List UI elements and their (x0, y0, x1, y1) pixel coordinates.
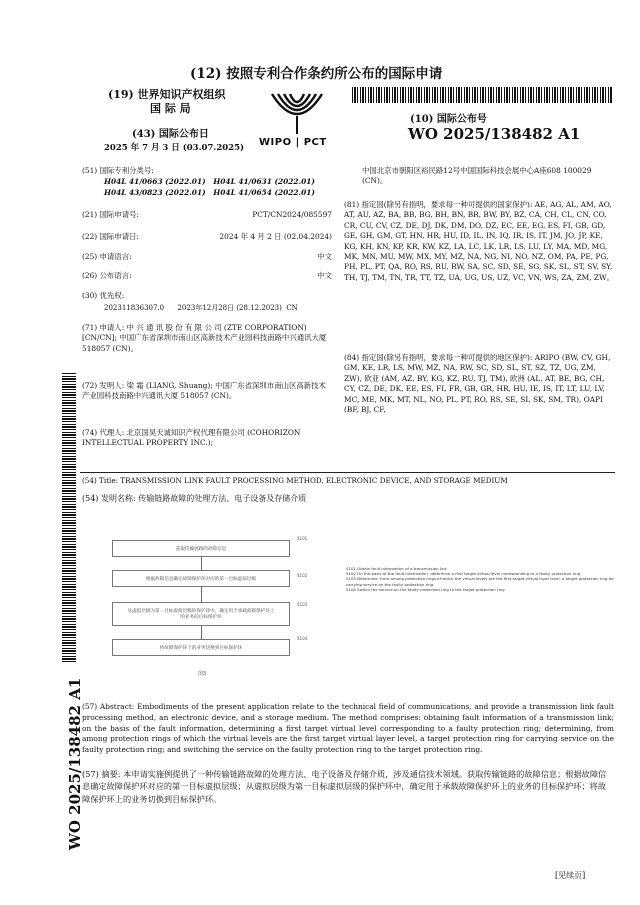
barcode (352, 87, 612, 103)
flow-step-tag: S102 (297, 573, 308, 578)
legend-line: S101 Obtain fault information of a transmission link (346, 566, 447, 571)
ipc-label: (51) 国际专利分类号: (82, 166, 154, 175)
priority-value: 202311836307.0 2023年12月28日 (28.12.2023) CN (104, 304, 298, 312)
legend-line: S102 On the basis of the fault information, determine a first target virtual level corresponding to a faulty protection ring (346, 571, 581, 577)
agent: (74) 代理人: 北京国昊天诚知识产权代理有限公司 (COHORIZON INTELLECTUAL PROPERTY INC.); (82, 428, 301, 448)
pub-date-label: (43) 国际公布日 (132, 129, 209, 140)
pub-language-value: 中文 (317, 271, 332, 280)
ipc-line1: H04L 41/0663 (2022.01) H04L 41/0631 (2022.01) (104, 177, 315, 186)
abstract-english: (57) Abstract: Embodiments of the present application relate to the technical field of communications, and provide a transmission link fault processing method, an electronic device, and a storage medium. The method comprises: obtaining fault information of a transmission link; on the basis of the fault information, determining a first target virtual level corresponding to a faulty protection ring; determining, from among protection rings of which the virtual levels are the first target virtual layer level, a target protection ring for carrying service on the faulty protection ring; and switching the service on the faulty protection ring to the target protection ring. (82, 702, 614, 755)
flow-step-box (112, 540, 290, 557)
pub-date-value: 2025 年 7 月 3 日 (03.07.2025) (104, 143, 245, 153)
app-no-value: PCT/CN2024/085597 (252, 210, 332, 219)
app-no-label: (21) 国际申请号: (82, 210, 139, 219)
designated-states: (81) 指定国(除另有指明，要求每一种可提供的国家保护): AE, AG, AL, AM, AO, AT, AU, AZ, BA, BB, BG, BH, BN, BR, BW, BY, BZ, CA, CH, CL, CN, CO, CR, CU, CV, CZ, DE, DJ, DK, DM, DO, DZ, EC, EE, EG, ES, FI, GB, GD, GE, GH, GM, GT, HN, HR, HU, ID, IL, IN, IQ, IR, IS, IT, JM, JO, JP, KE, KG, KH, KN, KP, KR, KW, KZ, LA, LC, LK, LR, LS, LU, LY, MA, MD, MG, MK, MN, MU, MW, MX, MY, MZ, NA, NG, NI, NO, NZ, OM, PA, PE, PG, PH, PL, PT, QA, RO, RS, RU, RW, SA, SC, SD, SE, SG, SK, SL, ST, SV, SY, TH, TJ, TM, TN, TR, TT, TZ, UA, UG, US, UZ, VC, VN, WS, ZA, ZM, ZW。 (344, 200, 614, 282)
bureau-name: 国 际 局 (150, 102, 191, 115)
wipo-org-name: (19) 世界知识产权组织 (108, 88, 226, 101)
figure-caption: 图3 (198, 671, 207, 677)
filing-date-label: (22) 国际申请日: (82, 232, 139, 241)
applicant: (71) 申请人: 中 兴 通 讯 股 份 有 限 公 司 (ZTE CORPORATION) [CN/CN]; 中国广东省深圳市南山区高新技术产业园科技南路中兴通讯大厦 518057 (CN)。 (82, 323, 327, 353)
side-barcode (62, 372, 76, 662)
wipo-logo-text: WIPO | PCT (259, 137, 327, 148)
flow-step-box (112, 602, 290, 626)
legend-line: S104 Switch the service on the faulty protection ring to the target protection ring (346, 586, 505, 592)
agent-address: 中国北京市朝阳区裕民路12号中国国际科技会展中心A座608 100029 (CN)。 (362, 166, 592, 186)
title-chinese: (54) 发明名称: 传输链路故障的处理方法、电子设备及存储介质 (82, 494, 307, 503)
document-title: (12) 按照专利合作条约所公布的国际申请 (190, 66, 443, 82)
pub-no-value: WO 2025/138482 A1 (408, 125, 581, 143)
divider (80, 472, 615, 473)
regional-designations: (84) 指定国(除另有指明，要求每一种可提供的地区保护): ARIPO (BW, CV, GH, GM, KE, LR, LS, MW, MZ, NA, RW, SC, SD, SL, ST, SZ, TZ, UG, ZM, ZW), 欧亚 (AM, AZ, BY, KG, KZ, RU, TJ, TM), 欧洲 (AL, AT, BE, BG, CH, CY, CZ, DE, DK, EE, ES, FI, FR, GB, GR, HR, HU, IE, IS, IT, LT, LU, LV, MC, ME, MK, MT, NL, NO, PL, PT, RO, RS, SE, SI, SK, SM, TR), OAPI (BF, BJ, CF, (344, 353, 611, 415)
priority-label: (30) 优先权: (82, 291, 125, 300)
pub-no-label: (10) 国际公布号 (410, 114, 487, 125)
flow-step-text: 从虚拟层级为第一目标虚拟层级的保护环中，确定用于承载故障保护环上的业务的目标保护环 (127, 609, 275, 620)
figure-legend (346, 566, 614, 592)
flow-arrow (201, 626, 202, 639)
filing-language-value: 中文 (317, 252, 332, 261)
flow-step-tag: S103 (297, 602, 308, 607)
flow-step-text: 根据故障信息确定故障保护环对应的第一目标虚拟层级 (145, 576, 257, 582)
side-publication-number: WO 2025/138482 A1 (66, 677, 84, 850)
abstract-chinese: (57) 摘要: 本申请实施例提供了一种传输链路故障的处理方法、电子设备及存储介质，涉及通信技术领域。获取传输链路的故障信息；根据故障信息确定故障保护环对应的第一目标虚拟层级；从虚拟层级为第一目标虚拟层级的保护环中，确定用于承载故障保护环上的业务的目标保护环；将故障保护环上的业务切换到目标保护环。 (82, 769, 607, 804)
flow-step-text: 获取传输链路的故障信息 (175, 546, 227, 552)
pub-language-label: (26) 公布语言: (82, 271, 132, 280)
flow-step-tag: S101 (297, 536, 308, 541)
ipc-line2: H04L 43/0823 (2022.01) H04L 41/0654 (2022.01) (104, 188, 315, 197)
legend-line: S103 Determine, from among protection rings of which the virtual levels are the first target virtual layer level, a target protection ring for carrying service on the faulty protection ring (346, 576, 615, 587)
flow-step-box (112, 639, 290, 656)
flow-arrow (201, 557, 202, 570)
filing-date-value: 2024 年 4 月 2 日 (02.04.2024) (219, 232, 332, 241)
flow-step-tag: S104 (297, 636, 308, 641)
flow-step-text: 将故障保护环上的业务切换到目标保护环 (159, 645, 243, 651)
wipo-logo-icon (262, 90, 332, 136)
filing-language-label: (25) 申请语言: (82, 252, 132, 261)
title-english: (54) Title: TRANSMISSION LINK FAULT PROCESSING METHOD, ELECTRONIC DEVICE, AND STORAGE MEDIUM (82, 476, 508, 485)
continued-on-next-page: [见续页] (555, 871, 586, 880)
flow-arrow (201, 587, 202, 602)
flow-step-box (112, 570, 290, 587)
inventor: (72) 发明人: 梁 霜 (LIANG, Shuang); 中国广东省深圳市南山区高新技术产业园科技南路中兴通讯大厦 518057 (CN)。 (82, 381, 326, 401)
